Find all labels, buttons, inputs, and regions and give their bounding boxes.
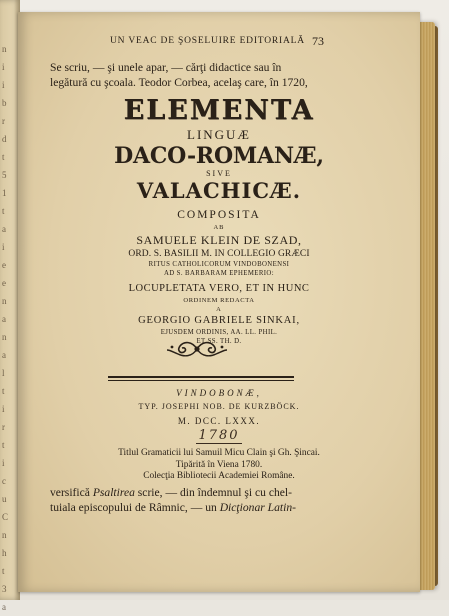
double-rule-top	[108, 376, 294, 378]
imprint-printer: TYP. JOSEPHI NOB. DE KURZBÖCK.	[138, 402, 300, 411]
reproduced-title-page	[18, 96, 420, 346]
title-coauthor: GEORGIO GABRIELE SINKAI,	[138, 315, 300, 326]
figure-caption	[18, 448, 420, 483]
imprint-year: M. DCC. LXXX.	[177, 416, 261, 426]
title-order: ORD. S. BASILII M. IN COLLEGIO GRÆCI	[128, 249, 310, 259]
caption-line: Colecţia Bibliotecii Academiei Române.	[143, 471, 295, 481]
caption-line: Titlul Gramaticii lui Samuil Micu Clain şi Gh. Şincai.	[118, 448, 320, 458]
body-text: tuiala episcopului de Râmnic, — un	[50, 501, 220, 514]
title-a: A	[216, 306, 222, 313]
title-linguae: LINGUÆ	[187, 127, 251, 142]
title-sive: SIVE	[206, 169, 232, 178]
body-italic: Psaltirea	[92, 486, 135, 499]
running-head: UN VEAC DE ŞOSELUIRE EDITORIALĂ	[110, 36, 305, 46]
intro-line: Se scriu, — şi unele apar, — cărţi didactice sau în	[50, 61, 282, 74]
title-ejusdem: EJUSDEM ORDINIS, AA. LL. PHIL.	[160, 329, 278, 336]
title-valachicae: VALACHICÆ.	[136, 178, 302, 203]
title-ephemerio: AD S. BARBARAM EPHEMERIO:	[163, 270, 275, 277]
double-rule-bottom	[108, 380, 294, 381]
handwritten-year-text: 1780	[198, 428, 240, 443]
body-text: versifică	[50, 486, 93, 499]
caption-line: Tipărită în Viena 1780.	[175, 459, 263, 470]
body-paragraph	[50, 485, 372, 515]
facing-page-edge	[0, 0, 20, 612]
body-line	[50, 485, 372, 500]
title-ab: AB	[213, 224, 225, 231]
intro-line: legătură cu şcoala. Teodor Corbea, acelaş care, în 1720,	[50, 76, 308, 89]
title-composita: COMPOSITA	[177, 209, 261, 221]
title-ordinem: ORDINEM REDACTA	[183, 297, 255, 304]
imprint-city: VINDOBONÆ,	[176, 388, 262, 398]
title-author: SAMUELE KLEIN DE SZAD,	[136, 233, 302, 247]
printer-ornament	[164, 338, 230, 360]
body-text: scrie, — din îndemnul şi cu chel-	[134, 486, 293, 499]
title-ss-th: ET SS. TH. D.	[196, 338, 242, 345]
title-ritus: RITUS CATHOLICORUM VINDOBONENSI	[148, 261, 290, 268]
title-locupletata: LOCUPLETATA VERO, ET IN HUNC	[128, 283, 310, 294]
facing-page-text: n i i b r d t 5 1 t a i e e n a n a l t i r t i c u C n h t 3 a	[2, 44, 9, 612]
body-line	[50, 500, 372, 515]
page-number: 73	[312, 34, 324, 48]
handwritten-year	[18, 428, 420, 443]
body-italic: Dicţionar Latin-	[219, 501, 297, 514]
title-daco-romanae: DACO-ROMANÆ,	[114, 143, 324, 169]
title-elementa: ELEMENTA	[123, 95, 315, 126]
intro-paragraph	[50, 60, 372, 90]
